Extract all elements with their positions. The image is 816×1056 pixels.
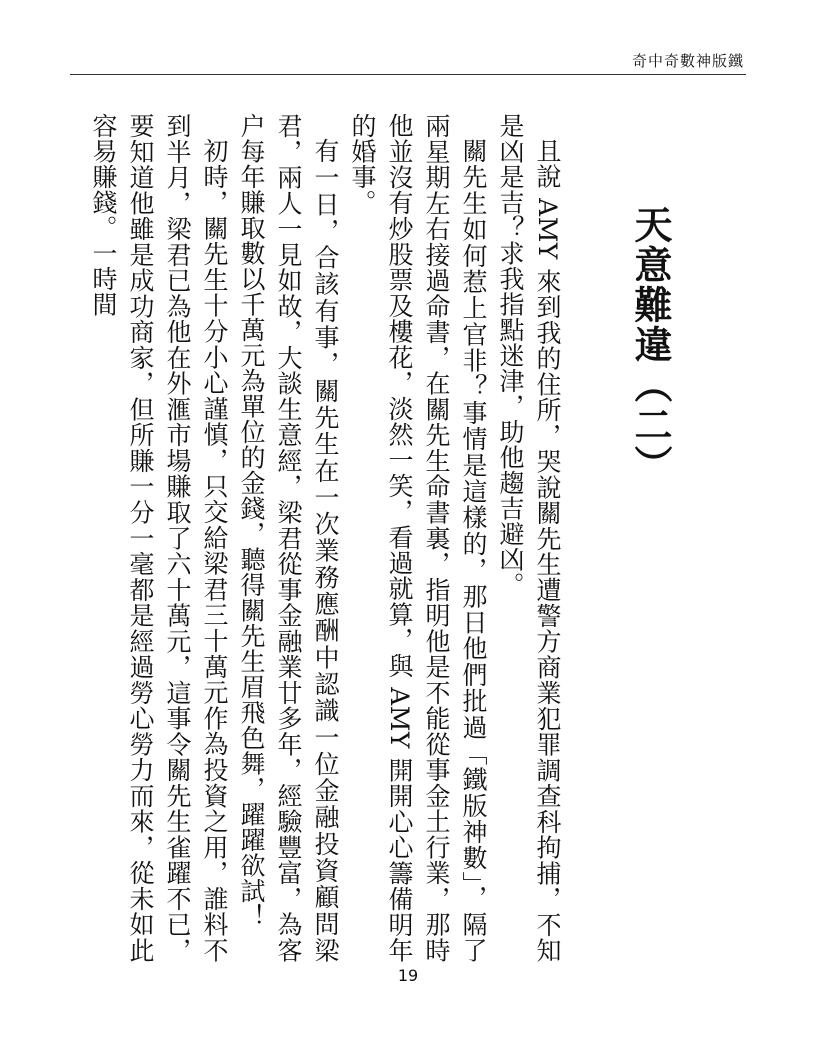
paragraph-3: 有一日，合該有事，關先生在一次業務應酬中認識一位金融投資顧問梁君，兩人一見如故，大談生意經，梁君從事金融業廿多年，經驗豐富，為客户每年賺取數以千萬元為單位的金錢，聽得關先生眉飛色舞，躍躍欲試！ (237, 113, 340, 963)
running-header-title: 奇中奇數神版鐵 (631, 52, 744, 70)
chapter-title: 天意難違（二） (628, 205, 672, 485)
paragraph-1: 且說 AMY 來到我的住所，哭說關先生遭警方商業犯罪調查科拘捕，不知是凶是吉？求我指點迷津，助他趨吉避凶。 (496, 113, 562, 963)
body-text (89, 113, 566, 963)
page-number: 19 (397, 966, 419, 985)
paragraph-2: 關先生如何惹上官非？事情是這樣的，那日他們批過「鐵版神數」，隔了兩星期左右接過命書，在關先生命書裏，指明他是不能從事金土行業，那時他並沒有炒股票及樓花，淡然一笑，看過就算，與 AMY 開開心心籌備明年的婚事。 (348, 113, 488, 963)
header-divider (70, 74, 746, 75)
paragraph-4: 初時，關先生十分小心謹慎，只交給梁君三十萬元作為投資之用，誰料不到半月，梁君已為他在外滙市場賺取了六十萬元，這事令關先生雀躍不已，要知道他雖是成功商家，但所賺一分一毫都是經過勞心勞力而來，從未如此容易賺錢。一時間 (89, 113, 229, 963)
